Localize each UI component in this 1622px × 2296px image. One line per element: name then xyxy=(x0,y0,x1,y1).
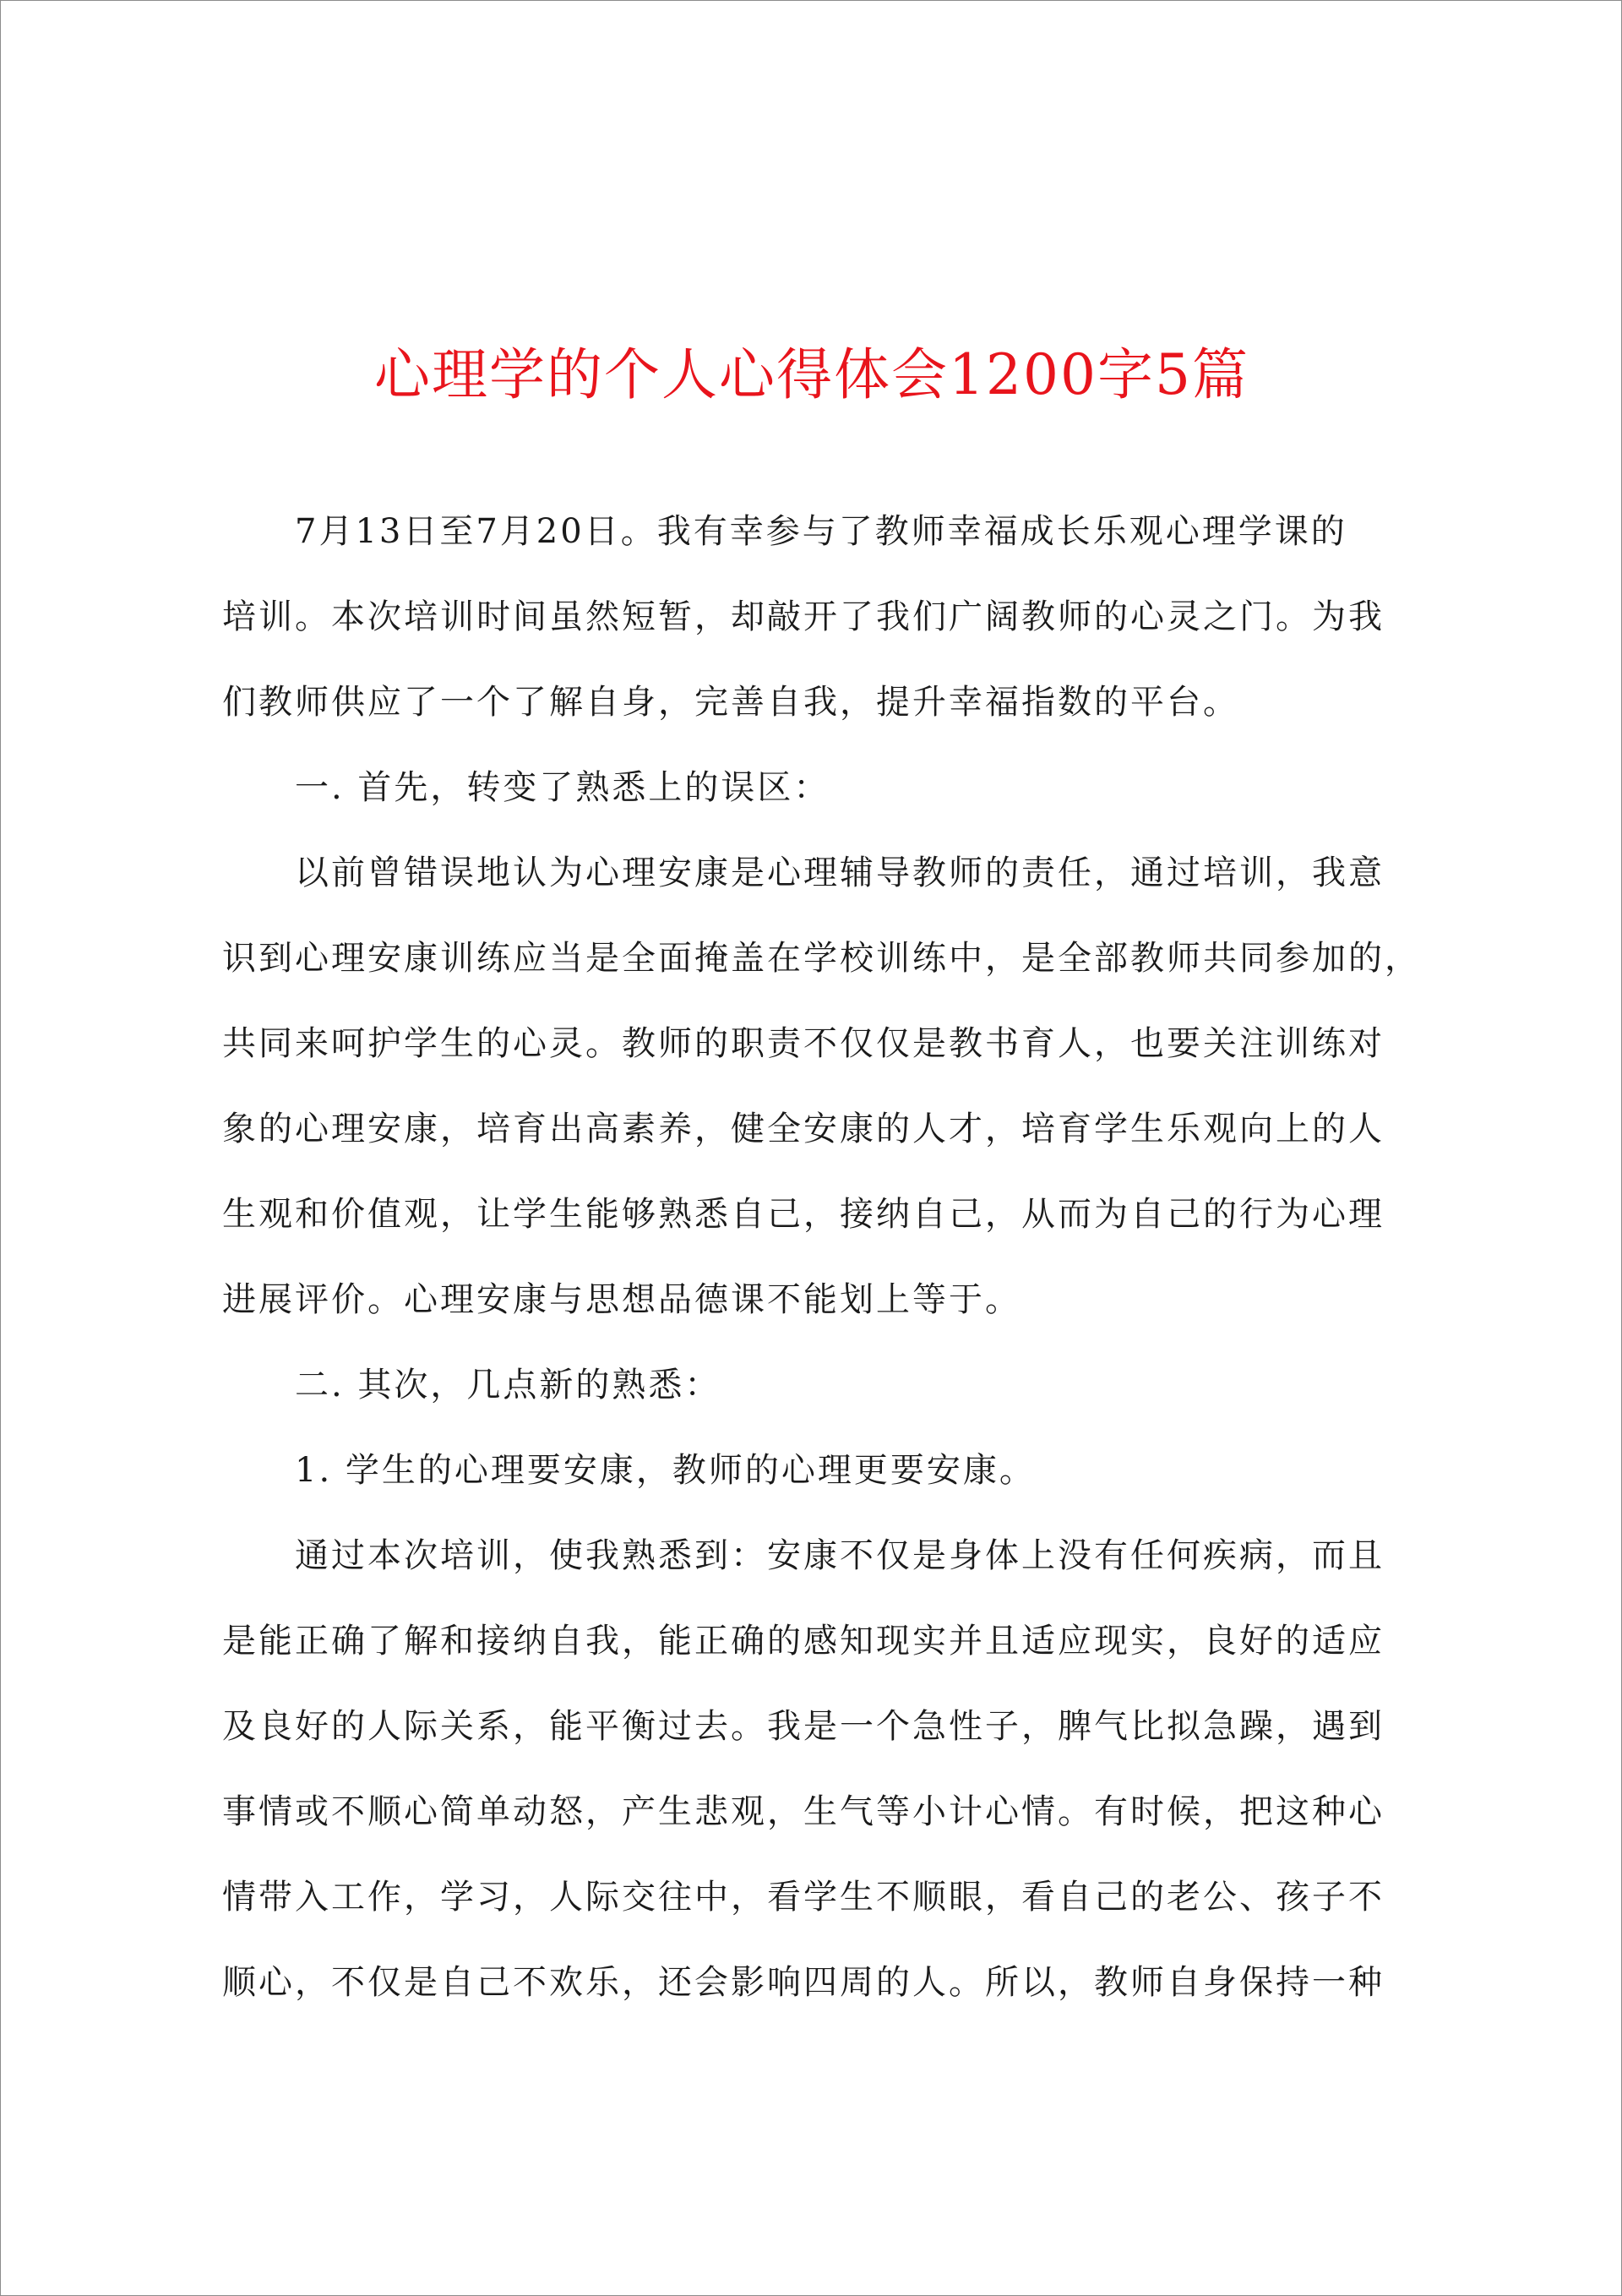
text-line: 及良好的人际关系，能平衡过去。我是一个急性子，脾气比拟急躁，遇到 xyxy=(222,1707,1385,1746)
text-line: 象的心理安康，培育出高素养，健全安康的人才，培育学生乐观向上的人 xyxy=(222,1110,1385,1148)
text-line: 事情或不顺心简单动怒，产生悲观，生气等小计心情。有时候，把这种心 xyxy=(222,1792,1385,1831)
text-line: 以前曾错误地认为心理安康是心理辅导教师的责任，通过培训，我意 xyxy=(295,854,1385,892)
document-body xyxy=(222,489,1422,2026)
text-line: 共同来呵护学生的心灵。教师的职责不仅仅是教书育人，也要关注训练对 xyxy=(222,1024,1385,1063)
section-heading: 一. 首先，转变了熟悉上的误区： xyxy=(295,768,830,807)
text-line: 培训。本次培训时间虽然短暂，却敲开了我们广阔教师的心灵之门。为我 xyxy=(222,597,1385,636)
text-line: 情带入工作，学习，人际交往中，看学生不顺眼，看自己的老公、孩子不 xyxy=(222,1878,1385,1917)
section-heading: 二. 其次，几点新的熟悉： xyxy=(295,1366,721,1404)
text-line: 识到心理安康训练应当是全面掩盖在学校训练中，是全部教师共同参加的， xyxy=(222,939,1421,978)
subsection-heading: 1. 学生的心理要安康，教师的心理更要安康。 xyxy=(295,1451,1036,1490)
document-title: 心理学的个人心得体会1200字5篇 xyxy=(374,342,1249,407)
text-line: 们教师供应了一个了解自身，完善自我，提升幸福指数的平台。 xyxy=(222,683,1239,722)
text-line: 进展评价。心理安康与思想品德课不能划上等于。 xyxy=(222,1280,1021,1319)
text-line: 是能正确了解和接纳自我，能正确的感知现实并且适应现实，良好的适应 xyxy=(222,1622,1385,1661)
text-line: 通过本次培训，使我熟悉到：安康不仅是身体上没有任何疾病，而且 xyxy=(295,1536,1385,1575)
text-line: 生观和价值观，让学生能够熟悉自己，接纳自己，从而为自己的行为心理 xyxy=(222,1195,1385,1234)
text-line: 顺心，不仅是自己不欢乐，还会影响四周的人。所以，教师自身保持一种 xyxy=(222,1963,1385,2002)
text-line: 7月13日至7月20日。我有幸参与了教师幸福成长乐观心理学课的 xyxy=(295,512,1347,551)
